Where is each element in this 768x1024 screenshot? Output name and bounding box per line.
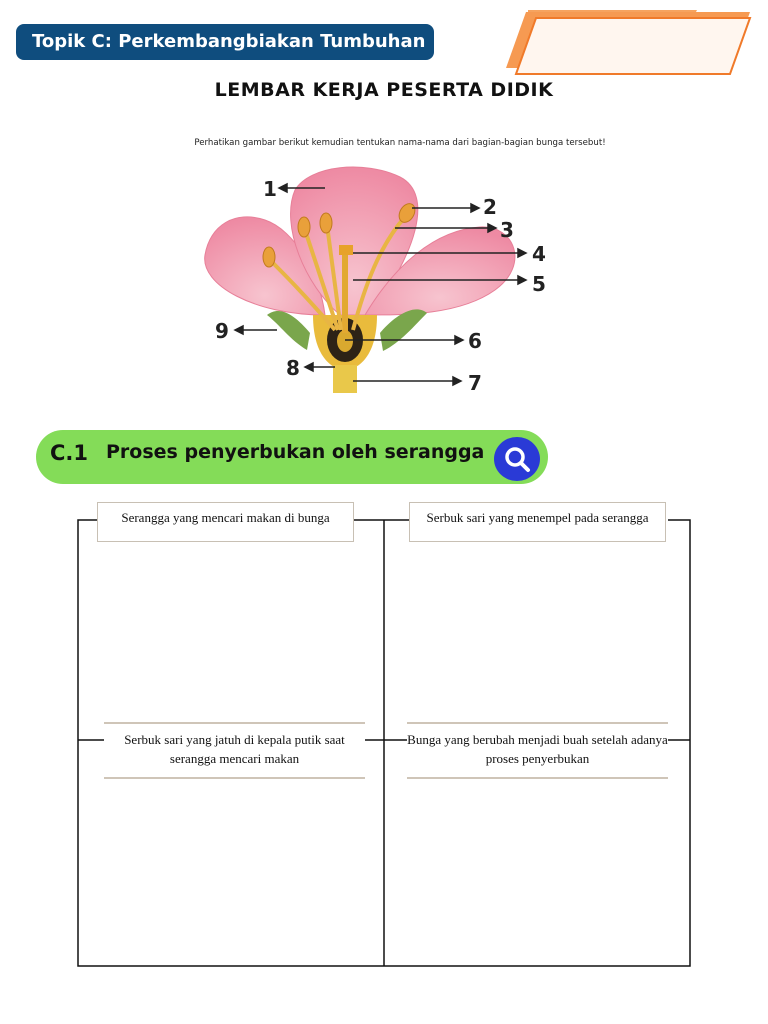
flower-label-3: 3 <box>500 218 514 242</box>
caption-pollen-on-stigma: Serbuk sari yang jatuh di kepala putik saat serangga mencari makan <box>104 730 365 768</box>
flower-label-8: 8 <box>286 356 300 380</box>
topic-title: Topik C: Perkembangbiakan Tumbuhan <box>16 24 434 60</box>
section-code: C.1 <box>50 441 89 465</box>
flower-label-6: 6 <box>468 329 482 353</box>
flower-label-7: 7 <box>468 371 482 395</box>
section-title: Proses penyerbukan oleh serangga <box>106 441 485 463</box>
instruction-text: Perhatikan gambar berikut kemudian tentukan nama-nama dari bagian-bagian bunga tersebut! <box>194 138 606 148</box>
caption-insect-feeding: Serangga yang mencari makan di bunga <box>97 502 354 542</box>
flower-label-9: 9 <box>215 319 229 343</box>
caption-pollen-on-insect: Serbuk sari yang menempel pada serangga <box>409 502 666 542</box>
worksheet-title: LEMBAR KERJA PESERTA DIDIK <box>214 79 554 101</box>
flower-label-4: 4 <box>532 242 546 266</box>
flower-label-1: 1 <box>263 177 277 201</box>
caption-flower-to-fruit: Bunga yang berubah menjadi buah setelah adanya proses penyerbukan <box>407 732 668 766</box>
flower-label-5: 5 <box>532 272 546 296</box>
flower-label-2: 2 <box>483 195 497 219</box>
